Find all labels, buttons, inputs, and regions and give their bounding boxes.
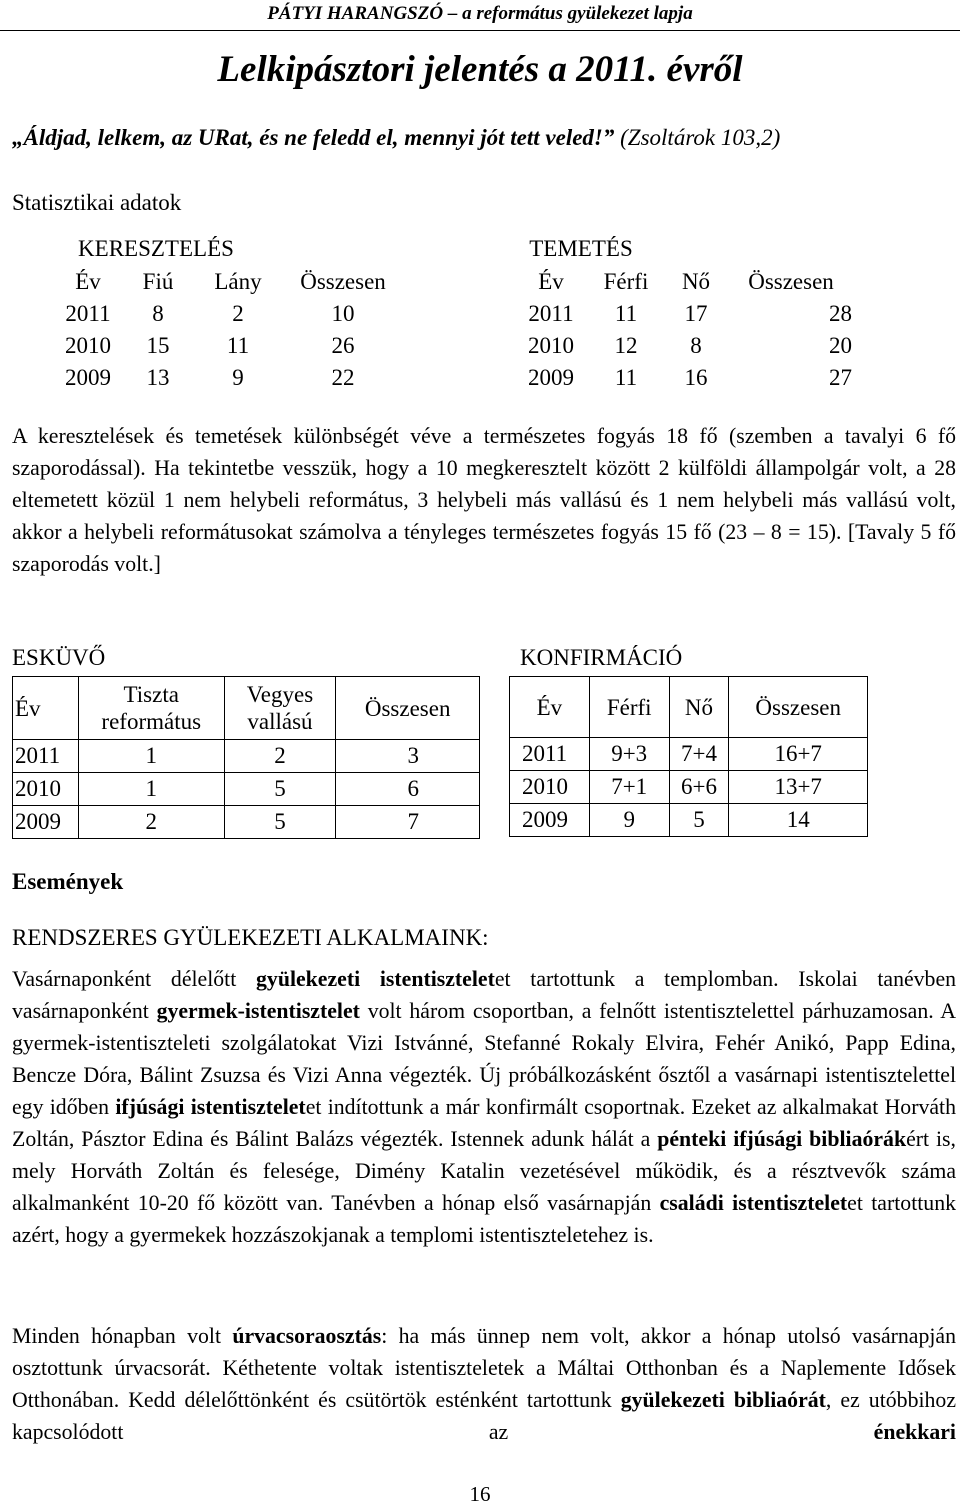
bold-term: gyülekezeti bibliaórát [620,1388,826,1412]
table-row [13,740,480,773]
regular-events-heading: RENDSZERES GYÜLEKEZETI ALKALMAINK: [12,925,489,950]
table-cell: 2 [232,301,244,326]
column-header: Nő [681,269,711,294]
table-cell: 17 [684,301,708,326]
communion-paragraph [12,1320,956,1448]
table-row [58,362,408,394]
table-row [516,330,856,362]
confirmation-table [509,676,868,837]
table-row [510,771,868,804]
table-cell: 16 [684,365,708,390]
header-rule [0,30,960,31]
table-cell: 14 [729,804,868,837]
text-run: et tartottunk a templomban. Iskolai tanévben vasárnaponként [12,967,957,1023]
table-cell: 2 [224,740,336,773]
baptism-table [58,266,408,394]
table-cell: 16+7 [729,738,868,771]
table-cell: 12 [614,333,638,358]
events-heading: Események [12,869,124,894]
bold-term: családi istentisztelet [659,1191,848,1215]
regular-services-paragraph [12,963,956,1251]
table-cell: 2010 [510,771,590,804]
table-cell: 27 [829,365,852,390]
column-header: Év [510,677,590,738]
bold-term: pénteki ifjúsági bibliaórák [657,1127,907,1151]
column-header: Év [13,677,79,740]
table-row [516,362,856,394]
stats-heading: Statisztikai adatok [12,190,182,215]
table-cell: 2011 [65,301,111,326]
table-cell: 13+7 [729,771,868,804]
column-header: Összesen [748,269,834,294]
column-header: Fiú [142,269,174,294]
table-cell: 9+3 [589,738,669,771]
table-cell: 7+4 [669,738,729,771]
wedding-table [12,676,480,839]
bold-term: gyülekezeti istentisztelet [256,967,495,991]
column-header: Összesen [336,677,480,740]
page-title: Lelkipásztori jelentés a 2011. évről [217,49,743,90]
table-cell: 9 [589,804,669,837]
column-header: Év [75,269,101,294]
table-cell: 11 [614,365,638,390]
table-cell: 9 [232,365,244,390]
table-cell: 20 [829,333,852,358]
table-cell: 2009 [13,806,79,839]
table-row [58,298,408,330]
bold-term: énekkari [873,1420,956,1444]
table-cell: 2 [78,806,224,839]
table-row [516,298,856,330]
text-run: Minden hónapban volt [12,1324,233,1348]
table-cell: 11 [226,333,250,358]
table-cell: 5 [669,804,729,837]
table-cell: 2010 [13,773,79,806]
bold-term: úrvacsoraosztás [232,1324,382,1348]
table-cell: 5 [224,806,336,839]
wedding-title: ESKÜVŐ [12,645,106,670]
table-cell: 8 [690,333,702,358]
table-cell: 2011 [528,301,574,326]
table-cell: 2009 [528,365,574,390]
table-cell: 28 [829,301,852,326]
column-header: Összesen [729,677,868,738]
table-cell: 2010 [65,333,111,358]
page-header: PÁTYI HARANGSZÓ – a református gyülekezet lapja [267,3,693,24]
table-header-row [58,266,408,298]
table-cell: 2011 [13,740,79,773]
text-run: , ez utóbbihoz kapcsolódott az [12,1388,956,1444]
natural-decrease-paragraph: A keresztelések és temetések különbségét véve a természetes fogyás 18 fő (szemben a tavalyi 6 fő szaporodással). Ha tekintetbe vesszük, hogy a 10 megkeresztelt között 2 külföldi állampolgár volt, a 28 eltemetett közül 1 nem helybeli református, 3 helybeli más vallású és 1 nem helybeli más vallású volt, akkor a helybeli reformátusokat számolva a tényleges természetes fogyás 15 fő (23 – 8 = 15). [Tavaly 5 fő szaporodás volt.] [12,424,956,576]
column-header: Összesen [300,269,386,294]
column-header: Férfi [589,677,669,738]
text-run: : ha más ünnep nem volt, akkor a hónap utolsó vasárnapján osztottunk úrvacsorát. Kéthetente voltak istentiszteletek a Máltai Otthonban és a Naplemente Idősek Otthonában. Kedd délelőttönként és csütörtök esténként tartottunk [12,1324,956,1412]
text-run: et tartottunk azért, hogy a gyermekek hozzászokjanak a templomi istentiszteletehez is. [12,1191,956,1247]
table-cell: 1 [78,740,224,773]
table-cell: 2009 [510,804,590,837]
table-row [13,806,480,839]
column-header: Tiszta református [78,677,224,740]
table-cell: 1 [78,773,224,806]
text-run: et indítottunk a már konfirmált csoportnak. Ezeket az alkalmakat Horváth Zoltán, Pásztor Edina és Bálint Balázs végezték. Istennek adunk hálát a [12,1095,956,1151]
column-header: Lány [214,269,262,294]
table-row [58,330,408,362]
quote-text: „Áldjad, lelkem, az URat, és ne feledd el, mennyi jót tett veled!” [12,125,615,150]
bold-term: gyermek-istentisztelet [156,999,360,1023]
funeral-title: TEMETÉS [529,236,633,261]
table-cell: 2011 [510,738,590,771]
table-cell: 3 [336,740,480,773]
page-number: 16 [469,1482,491,1506]
table-cell: 2010 [528,333,574,358]
table-row [13,773,480,806]
table-cell: 13 [146,365,170,390]
table-cell: 2009 [65,365,111,390]
table-header-row [510,677,868,738]
table-cell: 7+1 [589,771,669,804]
column-header: Vegyes vallású [224,677,336,740]
table-row [510,738,868,771]
table-cell: 11 [614,301,638,326]
table-cell: 22 [331,365,355,390]
table-cell: 6+6 [669,771,729,804]
table-cell: 26 [331,333,355,358]
column-header: Férfi [603,269,649,294]
table-cell: 7 [336,806,480,839]
quote-reference: (Zsoltárok 103,2) [620,125,781,150]
table-row [510,804,868,837]
confirmation-title: KONFIRMÁCIÓ [520,645,683,670]
table-cell: 10 [331,301,355,326]
table-cell: 5 [224,773,336,806]
bold-term: ifjúsági istentisztelet [115,1095,306,1119]
bible-quote [12,125,952,151]
column-header: Év [538,269,564,294]
text-run: volt három csoportban, a felnőtt istentisztelettel párhuzamosan. A gyermek-istentiszteleti szolgálatokat Vizi Istvánné, Stefanné Rokaly Elvira, Fehér Anikó, Papp Edina, Bencze Dóra, Bálint Zsuzsa és Vizi Anna végezték. Új próbálkozásként ősztől a vasárnapi istentisztelettel egy időben [12,999,956,1119]
table-cell: 15 [146,333,170,358]
column-header: Nő [669,677,729,738]
table-header-row [516,266,856,298]
table-cell: 6 [336,773,480,806]
text-run: ért is, mely Horváth Zoltán és felesége, Dimény Katalin vezetésével működik, és a résztvevők száma alkalmanként 10-20 fő között van. Tanévben a hónap első vasárnapján [12,1127,956,1215]
funeral-table [516,266,856,394]
text-run: Vasárnaponként délelőtt [12,967,257,991]
table-header-row [13,677,480,740]
table-cell: 8 [152,301,164,326]
baptism-title: KERESZTELÉS [78,236,234,261]
